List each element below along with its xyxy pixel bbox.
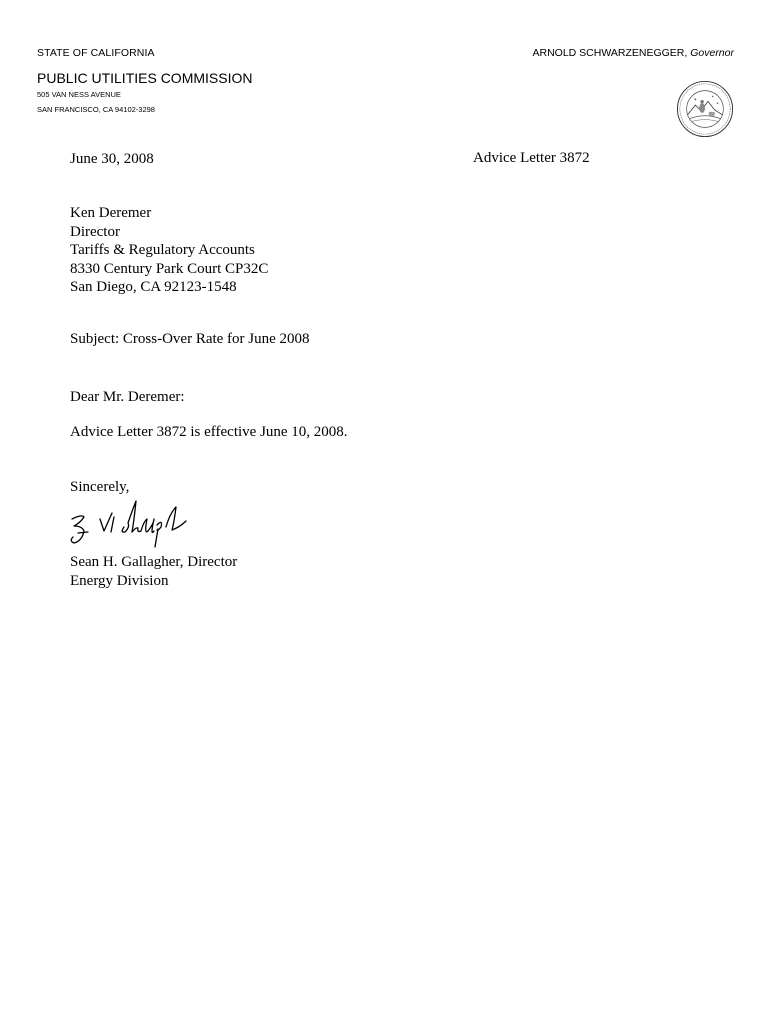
closing: Sincerely, (70, 479, 130, 495)
signer-name: Sean H. Gallagher, Director (70, 554, 238, 570)
salutation: Dear Mr. Deremer: (70, 389, 185, 405)
recipient-address-block (70, 204, 268, 297)
advice-letter-reference: Advice Letter 3872 (473, 150, 590, 166)
body-paragraph: Advice Letter 3872 is effective June 10, 2008. (70, 424, 348, 440)
recipient-street: 8330 Century Park Court CP32C (70, 260, 269, 277)
recipient-name: Ken Deremer (70, 205, 152, 221)
governor-name: ARNOLD SCHWARZENEGGER, (532, 47, 688, 59)
state-seal-icon (676, 80, 734, 138)
address-line-2: SAN FRANCISCO, CA 94102-3298 (37, 105, 155, 114)
governor-title: Governor (690, 47, 734, 59)
agency-name: PUBLIC UTILITIES COMMISSION (37, 70, 253, 86)
address-line-1: 505 VAN NESS AVENUE (37, 90, 121, 99)
recipient-title: Director (70, 223, 120, 240)
governor-line (533, 47, 735, 59)
recipient-department: Tariffs & Regulatory Accounts (70, 242, 255, 258)
recipient-city: San Diego, CA 92123-1548 (70, 279, 237, 295)
letter-date: June 30, 2008 (70, 151, 154, 167)
state-heading: STATE OF CALIFORNIA (37, 47, 155, 59)
signer-division: Energy Division (70, 572, 169, 589)
subject-line: Subject: Cross-Over Rate for June 2008 (70, 331, 310, 347)
signer-block (70, 553, 237, 590)
signature-image (62, 497, 212, 549)
